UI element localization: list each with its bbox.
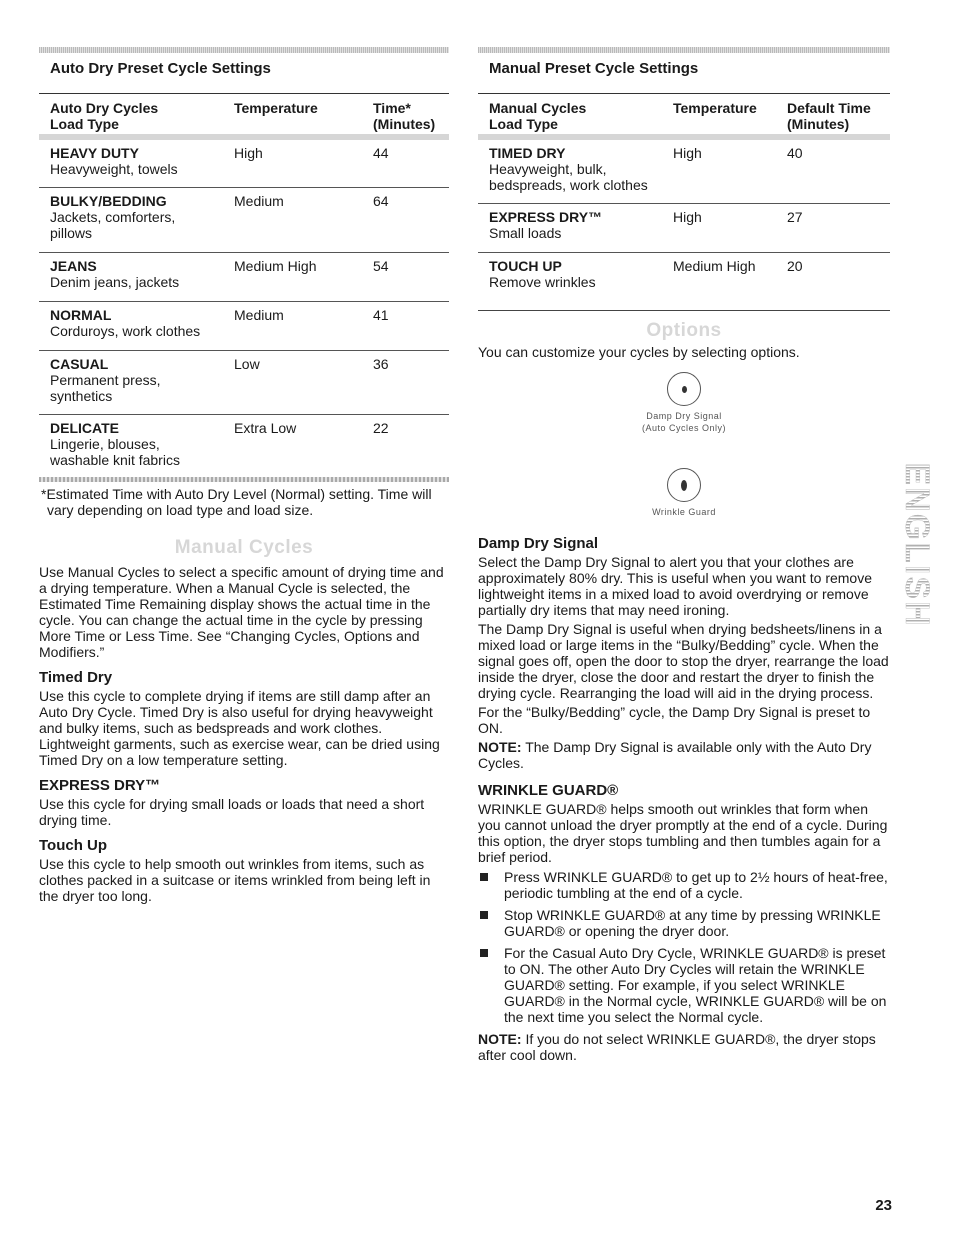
cycle-time: 41 <box>373 307 389 323</box>
bullet-square-icon <box>480 873 488 881</box>
cycle-name: BULKY/BEDDING <box>50 193 167 209</box>
cycle-temp: High <box>234 145 263 161</box>
cycle-temp: Medium <box>234 193 284 209</box>
header-temperature: Temperature <box>234 100 318 116</box>
cycle-time: 64 <box>373 193 389 209</box>
right-column <box>478 47 890 1066</box>
manual-table-title: Manual Preset Cycle Settings <box>478 53 890 94</box>
cycle-temp: Medium High <box>234 258 317 274</box>
damp-dry-p1: Select the Damp Dry Signal to alert you that your clothes are approximately 80% dry. This is useful when you want to remove lightweight items in a mixed load to avoid overdrying or remove partially dry items that may need ironing. <box>478 554 873 618</box>
table-row <box>478 204 890 253</box>
touch-up-heading: Touch Up <box>39 837 108 854</box>
auto-table-header <box>39 94 449 140</box>
header-cycle: Manual Cycles Load Type <box>489 100 587 132</box>
language-side-tab <box>897 455 933 635</box>
cycle-name: TIMED DRY <box>489 145 566 161</box>
header-time: Time* (Minutes) <box>373 100 436 132</box>
manual-cycles-title: Manual Cycles <box>174 537 314 558</box>
manual-table-body <box>478 140 890 311</box>
cycle-desc: Lingerie, blouses, washable knit fabrics <box>50 436 180 468</box>
left-column <box>39 47 449 907</box>
cycle-name: DELICATE <box>50 420 119 436</box>
cycle-desc: Jackets, comforters, pillows <box>50 209 176 241</box>
cycle-name: NORMAL <box>50 307 112 323</box>
cycle-name: HEAVY DUTY <box>50 145 139 161</box>
cycle-time: 20 <box>787 258 803 274</box>
auto-table-footnote: *Estimated Time with Auto Dry Level (Normal) setting. Time will vary depending on load type and load size. <box>41 486 432 518</box>
damp-dry-p3: For the “Bulky/Bedding” cycle, the Damp Dry Signal is preset to ON. <box>478 704 871 736</box>
cycle-desc: Heavyweight, bulk, bedspreads, work clothes <box>489 161 648 193</box>
bullet-square-icon <box>480 911 488 919</box>
bullet-text: Stop WRINKLE GUARD® at any time by pressing WRINKLE GUARD® or opening the dryer door. <box>504 907 881 939</box>
header-cycle: Auto Dry Cycles Load Type <box>50 100 159 132</box>
damp-dry-signal-button-icon[interactable] <box>667 372 701 406</box>
cycle-time: 22 <box>373 420 389 436</box>
table-row <box>39 140 449 188</box>
cycle-temp: High <box>673 209 702 225</box>
note-label: NOTE: <box>478 1031 522 1047</box>
damp-dry-icon-subcaption: (Auto Cycles Only) <box>641 423 727 433</box>
cycle-desc: Corduroys, work clothes <box>50 323 201 339</box>
cycle-desc: Remove wrinkles <box>489 274 596 290</box>
auto-table-title: Auto Dry Preset Cycle Settings <box>39 53 449 94</box>
table-row <box>39 302 449 351</box>
timed-dry-text: Use this cycle to complete drying if items are still damp after an Auto Dry Cycle. Timed Dry is also useful for drying heavyweight and bulky items, such as bedspreads and work clothes. Lightweight garments, such as exercise wear, can be dried using Timed Dry on a low temperature setting. <box>39 688 440 768</box>
options-title: Options <box>646 320 722 341</box>
bullet-square-icon <box>480 949 488 957</box>
express-dry-heading: EXPRESS DRY™ <box>39 777 161 794</box>
options-intro: You can customize your cycles by selecting options. <box>478 344 800 360</box>
bullet-text: Press WRINKLE GUARD® to get up to 2½ hours of heat-free, periodic tumbling at the end of a cycle. <box>504 869 888 901</box>
cycle-name: CASUAL <box>50 356 109 372</box>
manual-cycles-intro: Use Manual Cycles to select a specific amount of drying time and a drying temperature. When a Manual Cycle is selected, the Estimated Time Remaining display shows the actual time in the cycle. You can change the actual time in the cycle by pressing More Time or Less Time. See “Changing Cycles, Options and Modifiers.” <box>39 564 444 660</box>
note-text: If you do not select WRINKLE GUARD®, the dryer stops after cool down. <box>478 1031 876 1063</box>
table-row <box>39 188 449 253</box>
cycle-desc: Heavyweight, towels <box>50 161 178 177</box>
express-dry-text: Use this cycle for drying small loads or loads that need a short drying time. <box>39 796 425 828</box>
auto-table-body <box>39 140 449 477</box>
cycle-temp: Medium <box>234 307 284 323</box>
cycle-temp: Extra Low <box>234 420 297 436</box>
page-number: 23 <box>875 1197 892 1214</box>
cycle-time: 27 <box>787 209 803 225</box>
table-row <box>39 351 449 415</box>
list-item <box>478 945 890 1025</box>
table-row <box>478 253 890 311</box>
cycle-name: EXPRESS DRY™ <box>489 209 603 225</box>
cycle-name: TOUCH UP <box>489 258 562 274</box>
header-temperature: Temperature <box>673 100 757 116</box>
damp-dry-icon-caption: Damp Dry Signal <box>646 411 722 421</box>
wrinkle-guard-p1: WRINKLE GUARD® helps smooth out wrinkles that form when you cannot unload the dryer promptly at the end of a cycle. During this option, the dryer stops tumbling and then tumbles again for a brief period. <box>478 801 888 865</box>
wrinkle-guard-heading: WRINKLE GUARD® <box>478 782 619 799</box>
cycle-temp: High <box>673 145 702 161</box>
cycle-time: 44 <box>373 145 389 161</box>
note-text: The Damp Dry Signal is available only with the Auto Dry Cycles. <box>478 739 872 771</box>
timed-dry-heading: Timed Dry <box>39 669 113 686</box>
cycle-time: 40 <box>787 145 803 161</box>
cycle-temp: Medium High <box>673 258 756 274</box>
damp-dry-signal-option[interactable] <box>478 372 890 434</box>
side-tab-text: ENGLISH <box>898 462 933 628</box>
damp-dry-p2: The Damp Dry Signal is useful when drying bedsheets/linens in a mixed load or large items in the “Bulky/Bedding” cycle. When the signal goes off, open the door to stop the dryer, rearrange the load inside the dryer, close the door and restart the dryer to finish the drying cycle. Rearranging the load will aid in the drying process. <box>478 621 889 701</box>
wrinkle-guard-button-icon[interactable] <box>667 468 701 502</box>
list-item <box>478 907 890 939</box>
cycle-name: JEANS <box>50 258 97 274</box>
english-tab-graphic <box>897 455 933 635</box>
cycle-desc: Permanent press, synthetics <box>50 372 161 404</box>
damp-dry-note <box>478 739 890 771</box>
note-label: NOTE: <box>478 739 522 755</box>
wrinkle-guard-icon-caption: Wrinkle Guard <box>652 507 716 517</box>
cycle-desc: Denim jeans, jackets <box>50 274 180 290</box>
wrinkle-guard-option[interactable] <box>478 468 890 518</box>
bullet-text: For the Casual Auto Dry Cycle, WRINKLE GUARD® is preset to ON. The other Auto Dry Cycles will retain the WRINKLE GUARD® setting. For example, if you select WRINKLE GUARD® in the Normal cycle, WRINKLE GUARD® will be on the next time you select the Normal cycle. <box>504 945 887 1025</box>
cycle-desc: Small loads <box>489 225 562 241</box>
list-item <box>478 869 890 901</box>
damp-dry-heading: Damp Dry Signal <box>478 535 599 552</box>
table-row <box>478 140 890 204</box>
cycle-temp: Low <box>234 356 260 372</box>
wrinkle-guard-note <box>478 1031 890 1063</box>
cycle-time: 36 <box>373 356 389 372</box>
cycle-time: 54 <box>373 258 389 274</box>
table-row <box>39 415 449 477</box>
header-time: Default Time (Minutes) <box>787 100 871 132</box>
touch-up-text: Use this cycle to help smooth out wrinkles from items, such as clothes packed in a suitcase or items wrinkled from being left in the dryer too long. <box>39 856 431 904</box>
manual-table-header <box>478 94 890 140</box>
table-row <box>39 253 449 302</box>
